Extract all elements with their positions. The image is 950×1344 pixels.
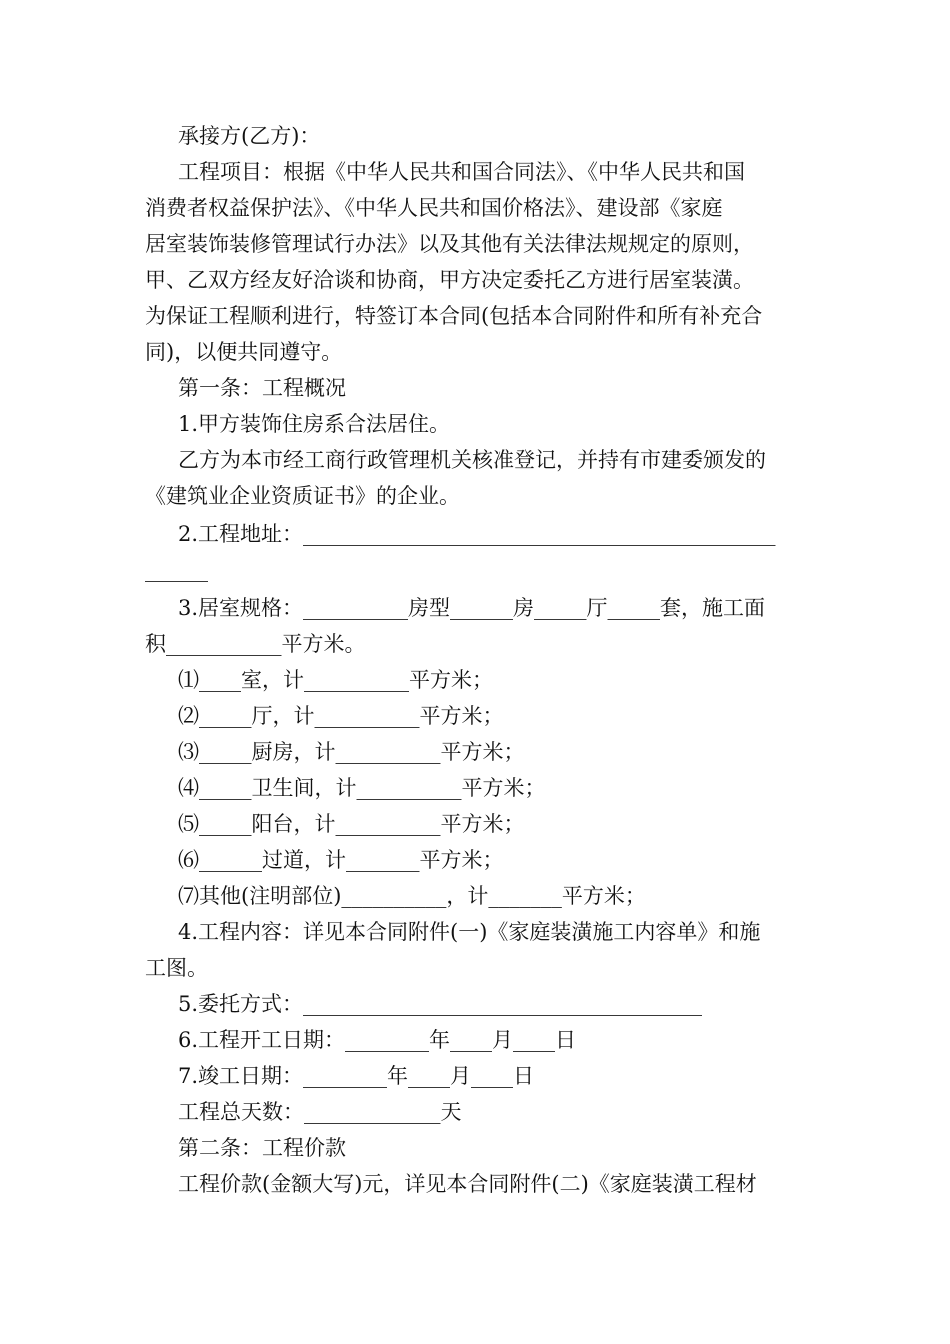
intro-line-3: 居室装饰装修管理试行办法》以及其他有关法律法规规定的原则， — [145, 232, 754, 256]
price-line-1: 工程价款(金额大写)元，详见本合同附件(二)《家庭装潢工程材 — [178, 1172, 757, 1196]
item-6-start-date: 6.工程开工日期：________年____月____日 — [178, 1028, 577, 1052]
room-hall: ⑵_____厅，计__________平方米； — [178, 704, 504, 728]
room-balcony: ⑸_____阳台，计__________平方米； — [178, 812, 525, 836]
intro-line-2: 消费者权益保护法》、《中华人民共和国价格法》、建设部《家庭 — [145, 196, 723, 220]
intro-line-6: 同)，以便共同遵守。 — [145, 340, 343, 364]
item-3-room-spec-continued: 积___________平方米。 — [145, 632, 366, 656]
qualification-line-2: 《建筑业企业资质证书》的企业。 — [145, 484, 460, 508]
room-bedroom: ⑴____室，计__________平方米； — [178, 668, 493, 692]
room-other: ⑺其他(注明部位)__________，计_______平方米； — [178, 884, 646, 908]
intro-line-4: 甲、乙双方经友好洽谈和协商，甲方决定委托乙方进行居室装潢。 — [145, 268, 754, 292]
party-b-label: 承接方(乙方)： — [178, 124, 321, 148]
item-4-content: 4.工程内容：详见本合同附件(一)《家庭装潢施工内容单》和施 — [178, 920, 761, 944]
article-1-title: 第一条：工程概况 — [178, 376, 346, 400]
room-corridor: ⑹______过道，计_______平方米； — [178, 848, 504, 872]
item-2-address: 2.工程地址：_____________________________________________ — [178, 522, 776, 546]
article-2-title: 第二条：工程价款 — [178, 1136, 346, 1160]
item-5-method: 5.委托方式：______________________________________ — [178, 992, 703, 1016]
intro-line-5: 为保证工程顺利进行，特签订本合同(包括本合同附件和所有补充合 — [145, 304, 763, 328]
room-kitchen: ⑶_____厨房，计__________平方米； — [178, 740, 525, 764]
item-7-completion-date: 7.竣工日期：________年____月____日 — [178, 1064, 535, 1088]
document-page — [145, 118, 805, 1202]
item-1: 1.甲方装饰住房系合法居住。 — [178, 412, 451, 436]
qualification-line-1: 乙方为本市经工商行政管理机关核准登记，并持有市建委颁发的 — [178, 448, 766, 472]
item-3-room-spec: 3.居室规格：__________房型______房_____厅_____套，施工面 — [178, 596, 766, 620]
total-days: 工程总天数：_____________天 — [178, 1100, 462, 1124]
item-2-address-continued: ______ — [145, 558, 208, 582]
room-bathroom: ⑷_____卫生间，计__________平方米； — [178, 776, 546, 800]
item-4-content-continued: 工图。 — [145, 956, 208, 980]
intro-line-1: 工程项目：根据《中华人民共和国合同法》、《中华人民共和国 — [178, 160, 745, 184]
